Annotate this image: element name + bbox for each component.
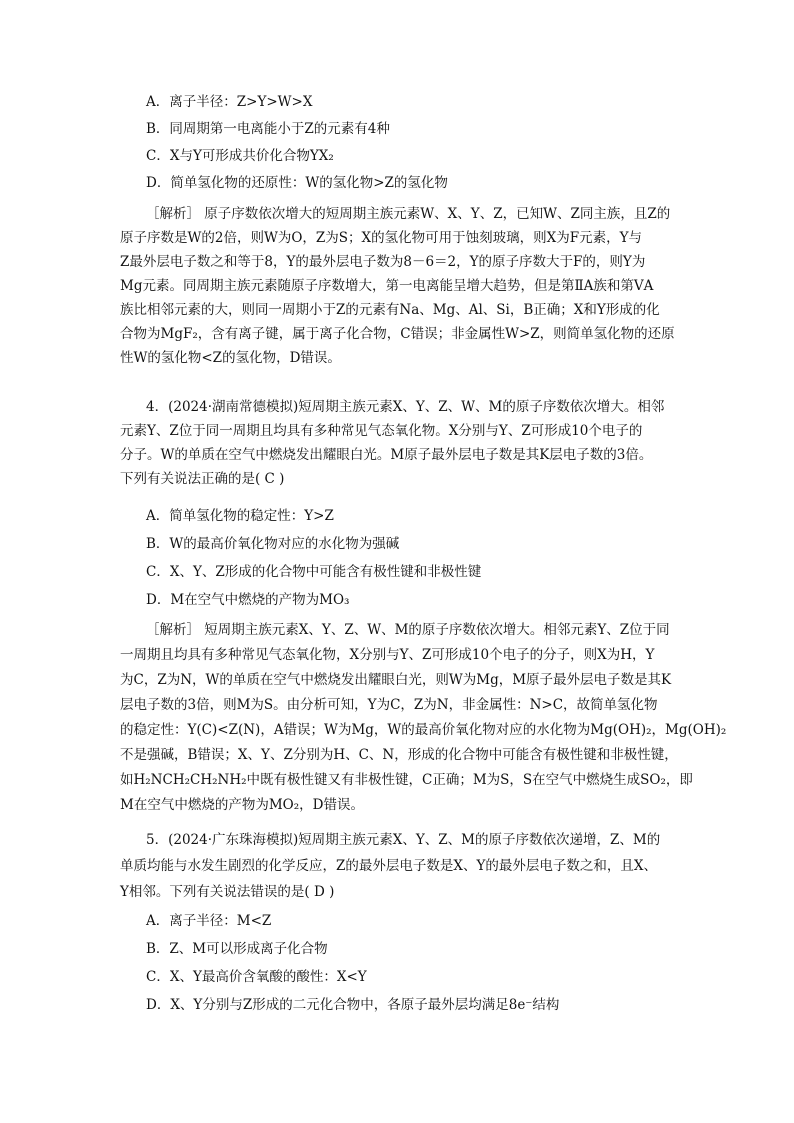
q3-analysis-line-2: 原子序数是W的2倍，则W为O，Z为S；X的氢化物可用于蚀刻玻璃，则X为F元素，Y与: [120, 230, 643, 246]
q3-option-a: A．离子半径：Z>Y>W>X: [146, 94, 313, 110]
q4-option-a: A．简单氢化物的稳定性：Y>Z: [146, 508, 334, 524]
q3-analysis-line-7: 性W的氢化物<Z的氢化物，D错误。: [120, 350, 341, 366]
q5-option-b: B．Z、M可以形成离子化合物: [146, 941, 328, 957]
q4-stem-line-1: 4．(2024·湖南常德模拟)短周期主族元素X、Y、Z、W、M的原子序数依次增大。相邻: [146, 399, 665, 415]
q3-analysis: [120, 204, 680, 368]
q4-option-d: D．M在空气中燃烧的产物为MO₃: [146, 592, 350, 608]
q5-stem: [120, 830, 680, 902]
q4-analysis-line-7: 如H₂NCH₂CH₂NH₂中既有极性键又有非极性键，C正确；M为S，S在空气中燃烧生成SO₂，即: [120, 772, 693, 788]
q3-analysis-line-6: 合物为MgF₂，含有离子键，属于离子化合物，C错误；非金属性W>Z，则简单氢化物的还原: [120, 326, 675, 342]
q4-analysis-line-4: 层电子数的3倍，则M为S。由分析可知，Y为C，Z为N，非金属性：N>C，故简单氢化物: [120, 697, 658, 713]
q3-analysis-line-5: 族比相邻元素的大，则同一周期小于Z的元素有Na、Mg、Al、Si，B正确；X和Y形成的化: [120, 302, 660, 318]
q4-analysis-line-2: 一周期且均具有多种常见气态氧化物，X分别与Y、Z可形成10个电子的分子，则X为H，Y: [120, 647, 655, 663]
q4-stem-line-2: 元素Y、Z位于同一周期且均具有多种常见气态氧化物。X分别与Y、Z可形成10个电子的: [120, 423, 643, 439]
q3-analysis-line-4: Mg元素。同周期主族元素随原子序数增大，第一电离能呈增大趋势，但是第ⅡA族和第ⅤA: [120, 278, 654, 294]
q4-analysis-line-8: M在空气中燃烧的产物为MO₂，D错误。: [120, 797, 364, 813]
q4-option-b: B．W的最高价氧化物对应的水化物为强碱: [146, 536, 400, 552]
q4-options: [120, 506, 680, 610]
q5-option-d: D．X、Y分别与Z形成的二元化合物中，各原子最外层均满足8e⁻结构: [146, 997, 560, 1013]
q3-analysis-line-3: Z最外层电子数之和等于8，Y的最外层电子数为8－6＝2，Y的原子序数大于F的，则Y为: [120, 254, 646, 270]
q4-stem-line-4: 下列有关说法正确的是( C ): [120, 471, 285, 487]
q4-option-c: C．X、Y、Z形成的化合物中可能含有极性键和非极性键: [146, 564, 482, 580]
q4-analysis-line-5: 的稳定性：Y(C)<Z(N)，A错误；W为Mg，W的最高价氧化物对应的水化物为Mg(OH)₂，Mg(OH)₂: [120, 722, 727, 738]
q5-stem-line-2: 单质均能与水发生剧烈的化学反应，Z的最外层电子数是X、Y的最外层电子数之和，且X、: [120, 858, 658, 874]
q3-option-d: D．简单氢化物的还原性：W的氢化物>Z的氢化物: [146, 175, 448, 191]
q3-options: [120, 92, 680, 193]
q5-option-c: C．X、Y最高价含氧酸的酸性：X<Y: [146, 969, 367, 985]
q4-analysis-line-3: 为C，Z为N，W的单质在空气中燃烧发出耀眼白光，则W为Mg，M原子最外层电子数是其K: [120, 672, 672, 688]
q5-options: [120, 911, 680, 1015]
q3-option-c: C．X与Y可形成共价化合物YX₂: [146, 148, 334, 164]
q5-option-a: A．离子半径：M<Z: [146, 913, 272, 929]
q5-stem-line-1: 5．(2024·广东珠海模拟)短周期主族元素X、Y、Z、M的原子序数依次递增，Z、M的: [146, 832, 661, 848]
q4-stem-line-3: 分子。W的单质在空气中燃烧发出耀眼白光。M原子最外层电子数是其K层电子数的3倍。: [120, 447, 653, 463]
q4-analysis-line-1: ［解析］ 短周期主族元素X、Y、Z、W、M的原子序数依次增大。相邻元素Y、Z位于同: [146, 622, 670, 638]
q4-analysis: [120, 620, 727, 815]
q4-analysis-line-6: 不是强碱，B错误；X、Y、Z分别为H、C、N，形成的化合物中可能含有极性键和非极性键，: [120, 747, 678, 763]
q3-option-b: B．同周期第一电离能小于Z的元素有4种: [146, 121, 390, 137]
q4-stem: [120, 397, 680, 489]
q5-stem-line-3: Y相邻。下列有关说法错误的是( D ): [120, 884, 335, 900]
q3-analysis-line-1: ［解析］ 原子序数依次增大的短周期主族元素W、X、Y、Z，已知W、Z同主族，且Z的: [146, 206, 671, 222]
